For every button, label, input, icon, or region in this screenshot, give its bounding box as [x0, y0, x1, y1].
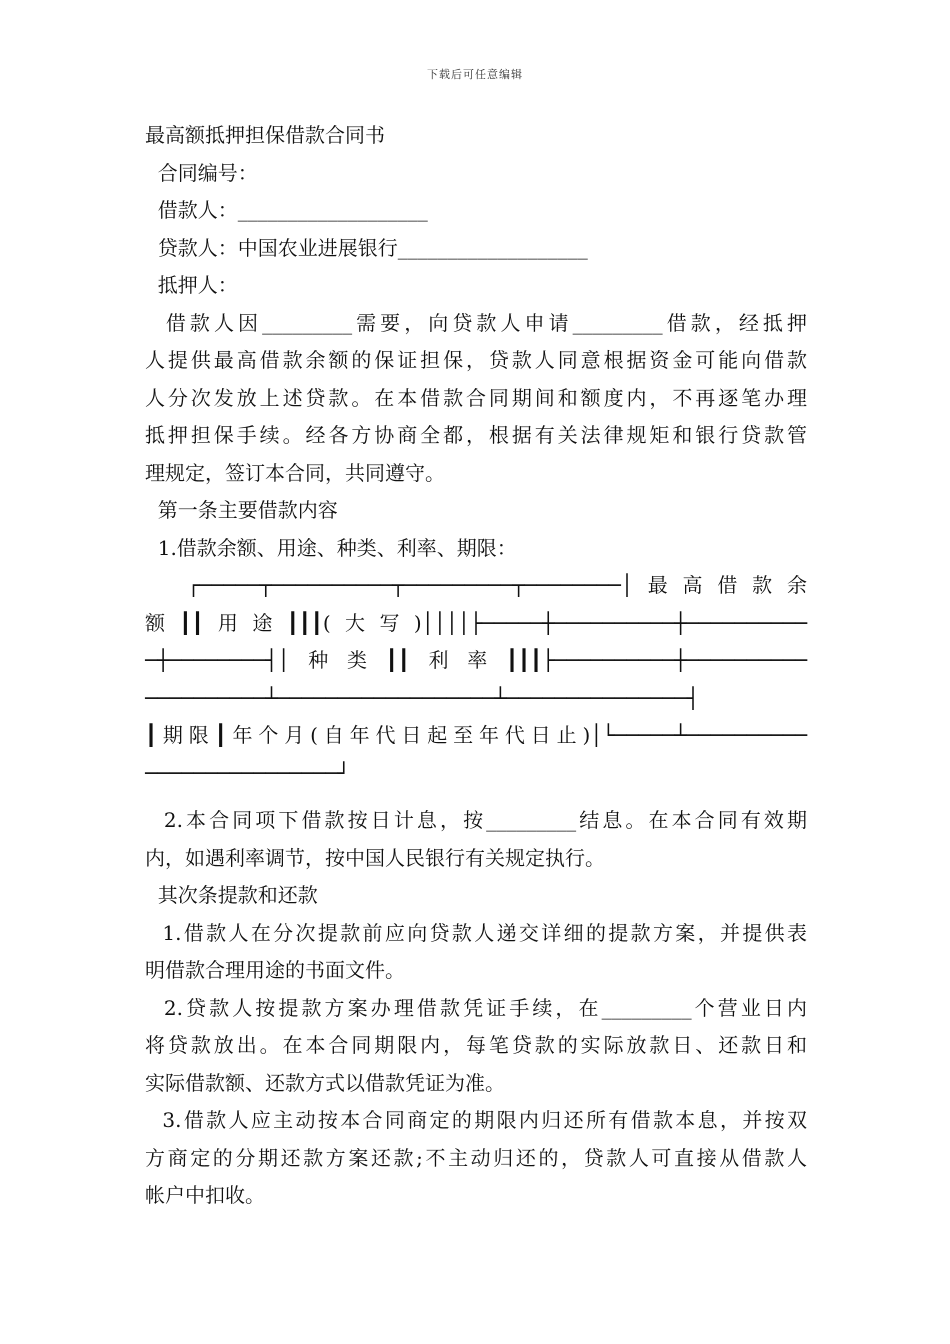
document-line: 额┃┃用途┃┃┃(大写)││││├─────┼──────────┼──────────	[145, 610, 807, 635]
document-line: ┌─────┬──────────┬─────────┬────────│最高借款余	[145, 573, 807, 597]
document-line: 第一条主要借款内容	[145, 498, 338, 522]
header-note: 下载后可任意编辑	[427, 68, 523, 81]
document-line: 内，如遇利率调节，按中国人民银行有关规定执行。	[145, 845, 605, 870]
document-line: ────────────────┘	[145, 760, 350, 785]
document-line: 人提供最高借款余额的保证担保，贷款人同意根据资金可能向借款	[145, 348, 807, 372]
document-line: 明借款合理用途的书面文件。	[145, 958, 405, 982]
document-line: ──────────┴──────────────────┴───────────────┤	[145, 685, 699, 710]
document-line: 帐户中扣收。	[145, 1183, 265, 1207]
document-line: 借款人：___________________	[145, 198, 428, 222]
document-line: 抵押人：	[145, 273, 238, 297]
document-line: 2.本合同项下借款按日计息，按_________结息。在本合同有效期	[145, 808, 807, 832]
document-line: ┃期限┃年个月(自年代日起至年代日止)│└─────┴──────────	[145, 723, 807, 747]
document-line: 方商定的分期还款方案还款;不主动归还的，贷款人可直接从借款人	[145, 1145, 807, 1170]
spacer	[145, 792, 807, 802]
document-line: 2.贷款人按提款方案办理借款凭证手续，在_________个营业日内	[145, 995, 807, 1020]
document-line: 合同编号：	[145, 160, 258, 185]
document-line: 最高额抵押担保借款合同书	[145, 123, 385, 147]
document-line: 抵押担保手续。经各方协商全都，根据有关法律规矩和银行贷款管	[145, 423, 807, 447]
document-line: 实际借款额、还款方式以借款凭证为准。	[145, 1070, 505, 1095]
document-line: 理规定，签订本合同，共同遵守。	[145, 460, 445, 485]
document-line: 1.借款余额、用途、种类、利率、期限：	[145, 535, 517, 560]
document-line: ─┼────────┤│种类┃┃利率┃┃┃├──────────┼──────────	[145, 648, 807, 672]
document-line: 1.借款人在分次提款前应向贷款人递交详细的提款方案，并提供表	[145, 920, 807, 945]
document-body	[145, 117, 807, 1215]
document-line: 其次条提款和还款	[145, 883, 318, 907]
document-line: 将贷款放出。在本合同期限内，每笔贷款的实际放款日、还款日和	[145, 1033, 807, 1057]
document-line: 3.借款人应主动按本合同商定的期限内归还所有借款本息，并按双	[145, 1108, 807, 1132]
document-line: 人分次发放上述贷款。在本借款合同期间和额度内，不再逐笔办理	[145, 385, 807, 410]
document-line: 贷款人：中国农业进展银行___________________	[145, 235, 588, 260]
document-line: 借款人因_________需要，向贷款人申请_________借款，经抵押	[145, 310, 807, 335]
